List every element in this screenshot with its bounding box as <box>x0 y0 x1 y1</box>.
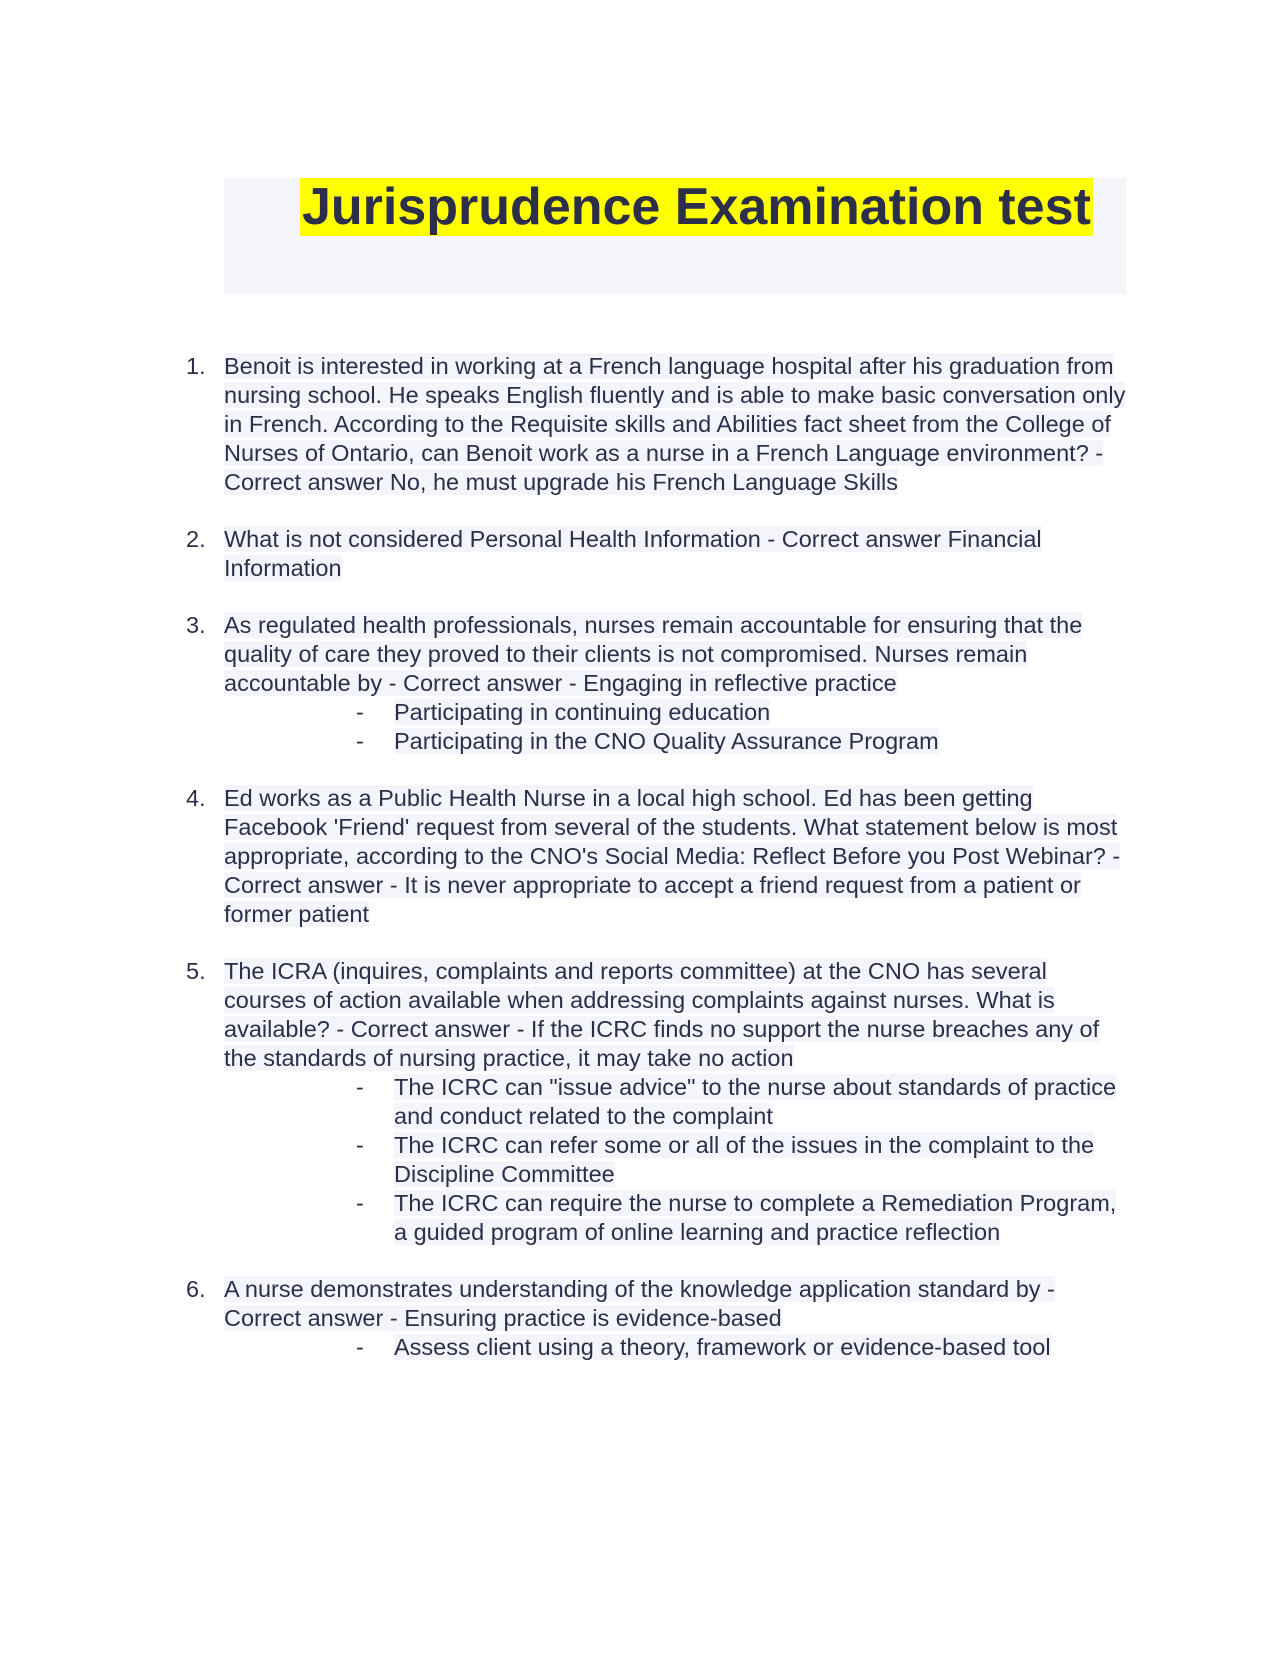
answer-subitem-text: Participating in continuing education <box>394 699 771 725</box>
answer-subitem <box>356 698 1130 727</box>
question-item <box>186 352 1130 497</box>
document-title <box>300 178 1093 236</box>
answer-sublist <box>224 1073 1130 1247</box>
dash-bullet: - <box>356 699 364 725</box>
question-text: Ed works as a Public Health Nurse in a local high school. Ed has been getting Facebook 'Friend' request from several of the students. What statement below is most appropriate, according to the CNO's Social Media: Reflect Before you Post Webinar? - Correct answer - It is never appropriate to accept a friend request from a patient or former patient <box>224 785 1121 927</box>
answer-subitem <box>356 1189 1130 1247</box>
answer-sublist <box>224 1333 1130 1362</box>
answer-subitem-text: The ICRC can require the nurse to complete a Remediation Program, a guided program of online learning and practice reflection <box>394 1190 1117 1245</box>
answer-subitem <box>356 1131 1130 1189</box>
dash-bullet: - <box>356 1334 364 1360</box>
question-number: 2. <box>186 526 206 552</box>
answer-subitem-text: The ICRC can refer some or all of the issues in the complaint to the Discipline Committee <box>394 1132 1095 1187</box>
question-text: The ICRA (inquires, complaints and reports committee) at the CNO has several courses of action available when addressing complaints against nurses. What is available? - Correct answer - If the ICRC finds no support the nurse breaches any of the standards of nursing practice, it may take no action <box>224 958 1100 1071</box>
question-number: 3. <box>186 612 206 638</box>
question-number: 4. <box>186 785 206 811</box>
answer-subitem-text: Participating in the CNO Quality Assurance Program <box>394 728 939 754</box>
question-text: A nurse demonstrates understanding of the knowledge application standard by - Correct answer - Ensuring practice is evidence-based <box>224 1276 1055 1331</box>
dash-bullet: - <box>356 1132 364 1158</box>
question-text: As regulated health professionals, nurses remain accountable for ensuring that the quality of care they proved to their clients is not compromised. Nurses remain accountable by - Correct answer - Engaging in reflective practice <box>224 612 1083 696</box>
question-item <box>186 611 1130 756</box>
question-number: 1. <box>186 353 206 379</box>
question-item <box>186 957 1130 1247</box>
answer-subitem <box>356 1333 1130 1362</box>
answer-subitem-text: The ICRC can "issue advice" to the nurse about standards of practice and conduct related to the complaint <box>394 1074 1117 1129</box>
question-text: What is not considered Personal Health Information - Correct answer Financial Information <box>224 526 1042 581</box>
answer-subitem <box>356 1073 1130 1131</box>
answer-subitem-text: Assess client using a theory, framework or evidence-based tool <box>394 1334 1051 1360</box>
answer-sublist <box>224 698 1130 756</box>
question-list <box>186 352 1130 1390</box>
answer-subitem <box>356 727 1130 756</box>
document-title-text: Jurisprudence Examination test <box>302 178 1091 236</box>
question-item <box>186 525 1130 583</box>
dash-bullet: - <box>356 728 364 754</box>
question-text: Benoit is interested in working at a French language hospital after his graduation from nursing school. He speaks English fluently and is able to make basic conversation only in French. According to the Requisite skills and Abilities fact sheet from the College of Nurses of Ontario, can Benoit work as a nurse in a French Language environment? - Correct answer No, he must upgrade his French Language Skills <box>224 353 1126 495</box>
dash-bullet: - <box>356 1074 364 1100</box>
question-number: 5. <box>186 958 206 984</box>
question-item <box>186 1275 1130 1362</box>
question-item <box>186 784 1130 929</box>
dash-bullet: - <box>356 1190 364 1216</box>
question-number: 6. <box>186 1276 206 1302</box>
